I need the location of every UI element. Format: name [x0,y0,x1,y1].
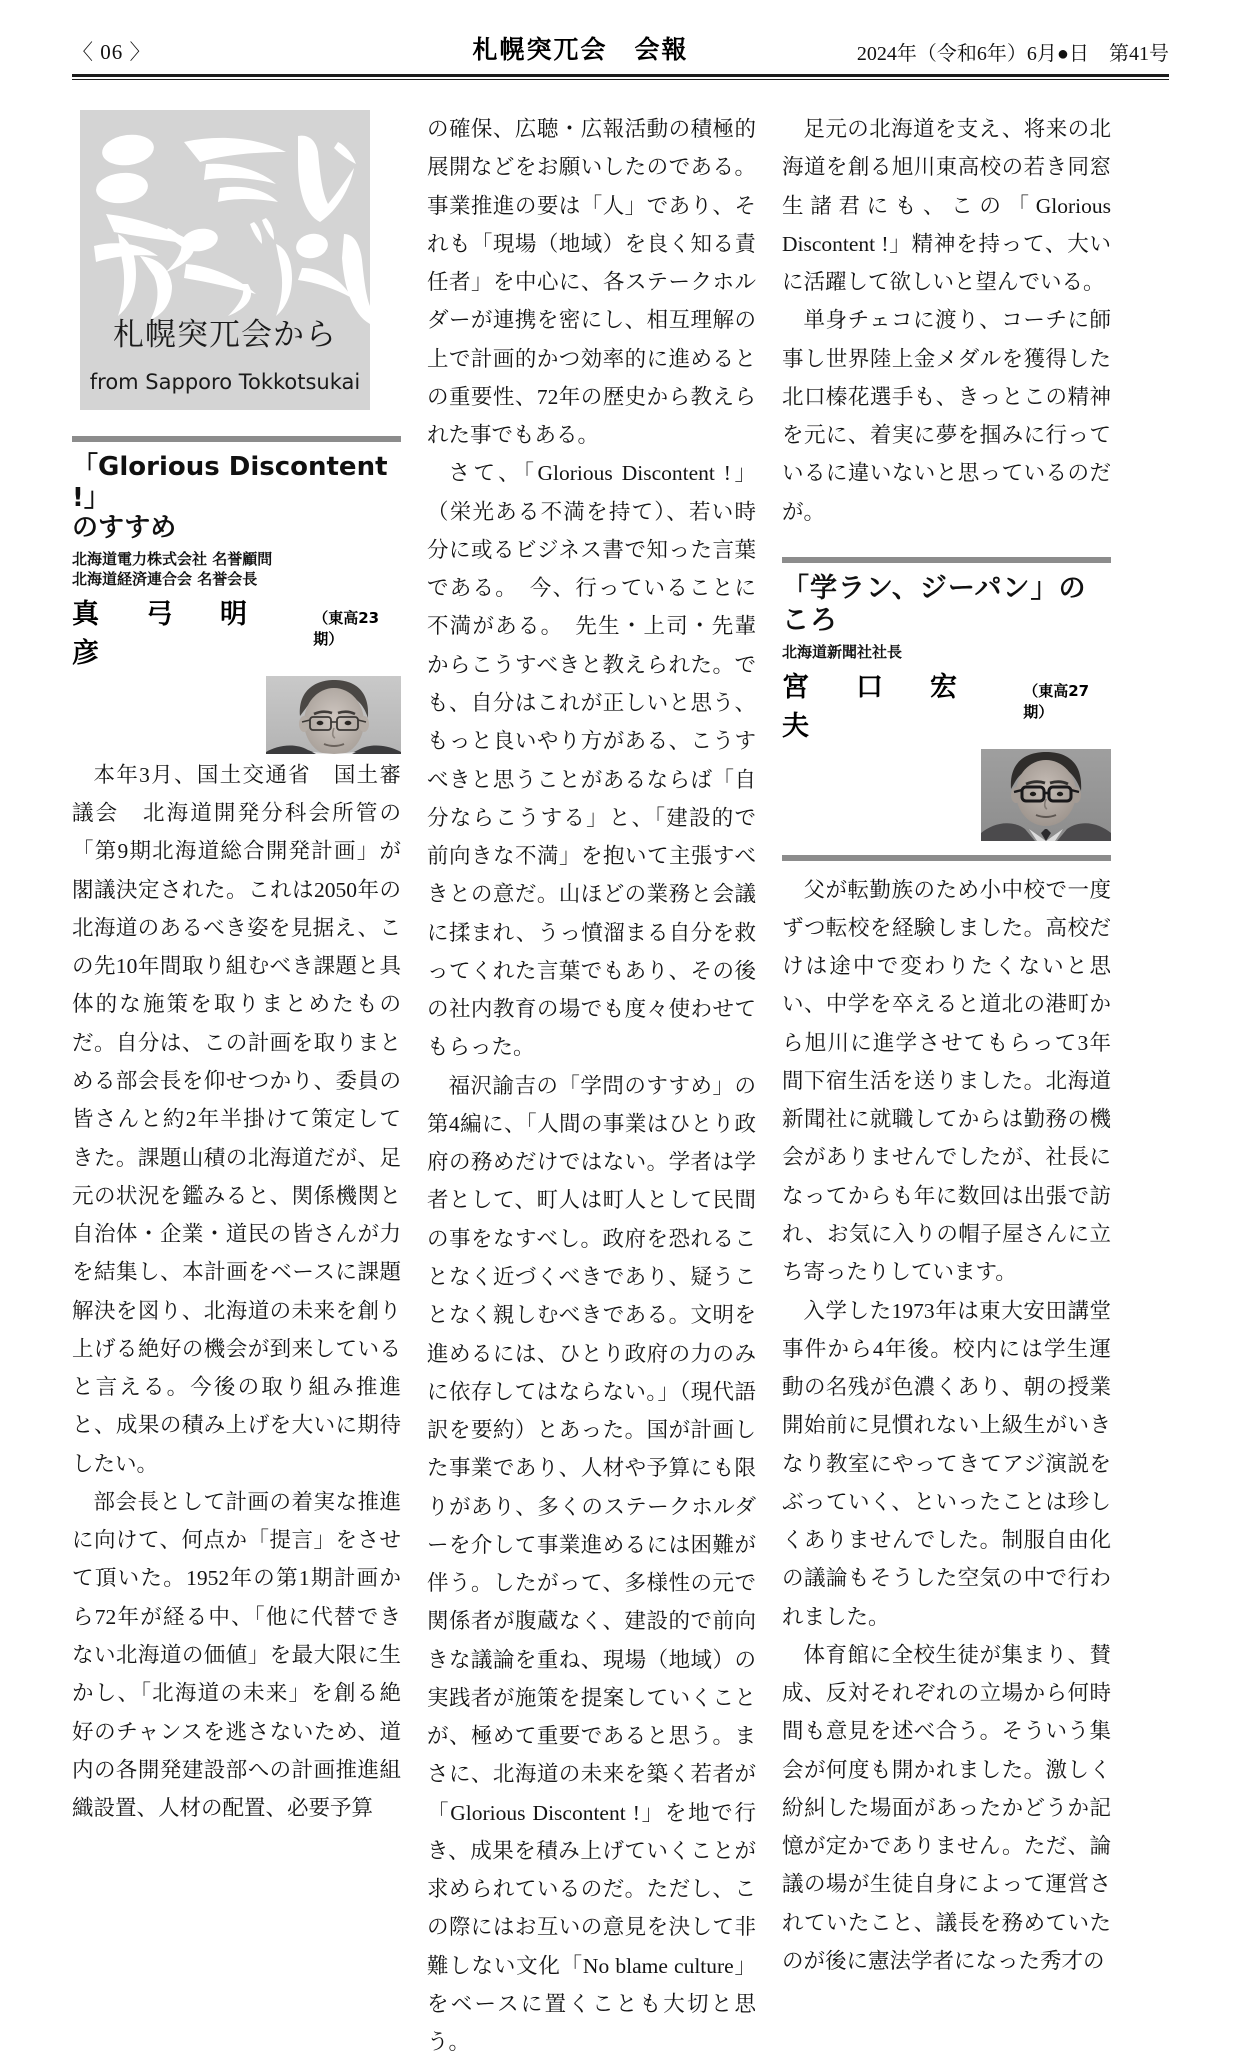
publication-title: 札幌突兀会 会報 [472,35,689,64]
portrait-photo-mayumi [266,676,401,754]
article1-affiliation-line1: 北海道電力株式会社 名誉顧問 [72,550,273,569]
column3-paragraph-2: 単身チェコに渡り、コーチに師事し世界陸上金メダルを獲得した北口榛花選手も、きっとこの精神を元に、着実に夢を掴みに行っているに違いないと思っているのだが。 [782,308,1111,524]
column2-paragraph-1: の確保、広聴・広報活動の積極的展開などをお願いしたのである。事業推進の要は「人」であり、それも「現場（地域）を良く知る責任者」を中心に、各ステークホルダーが連携を密にし、相互理解の上で計画的かつ効率的に進めるとの重要性、72年の歴史から教えられた事でもある。 [427,117,756,448]
header-divider-thick [72,74,1169,77]
column-left [72,110,401,1821]
column3-paragraph-3: 父が転勤族のため小中校で一度ずつ転校を経験しました。高校だけは途中で変わりたくないと思い、中学を卒えると道北の港町から旭川に進学させてもらって3年間下宿生活を送りました。北海道新聞社に就職してからは勤務の機会がありませんでしたが、社長になってからも年に数回は出張で訪れ、お気に入りの帽子屋さんに立ち寄ったりしています。 [782,877,1111,1285]
column2-paragraph-2: さて、「Glorious Discontent !」（栄光ある不満を持て）、若い時分に或るビジネス書で知った言葉である。 今、行っていることに不満がある。 先生・上司・先輩からこうすべきと教えられた。でも、自分はこれが正しいと思う、もっと良いやり方がある、こうすべきと思うことがあるならば「自分ならこうする」と、「建設的で前向きな不満」を抱いて主張すべきとの意だ。山ほどの業務と会議に揉まれ、うっ憤溜まる自分を救ってくれた言葉でもあり、その後の社内教育の場でも度々使わせてもらった。 [427,461,756,1060]
article1-headline [72,452,401,544]
column3-paragraph-5: 体育館に全校生徒が集まり、賛成、反対それぞれの立場から何時間も意見を述べ合う。そういう集会が何度も開かれました。激しく紛糾した場面があったかどうか記憶が定かでありません。ただ、論議の場が生徒自身によって運営されていたこと、議長を務めていたのが後に憲法学者になった秀才の [782,1642,1111,1974]
three-column-layout [72,110,1169,2055]
column3-paragraph-1: 足元の北海道を支え、将来の北海道を創る旭川東高校の若き同窓生諸君にも、この「Glorious Discontent !」精神を持って、大いに活躍して欲しいと望んでいる。 [782,117,1111,295]
column-middle [427,110,756,2055]
article2-headline-line1: 「学ラン、ジーパン」のころ [782,572,1087,636]
article2-author [782,665,1111,743]
article1-headline-line1: 「Glorious Discontent !」 [72,452,388,513]
issue-date-number: 2024年（令和6年）6月●日 第41号 [856,43,1169,65]
portrait-photo-miyaguchi [981,749,1111,841]
article1-affiliation [72,550,401,590]
section-rule-article1 [72,436,401,442]
article1-portrait-wrap [72,676,401,754]
page-folio: 〈 06 〉 [72,40,152,64]
section-rule-article2-body [782,855,1111,861]
article2-author-class: （東高27期） [1023,681,1090,721]
column3-body-bottom [782,871,1111,1981]
header-divider-thin [72,79,1169,80]
article1-headline-line2: のすすめ [72,513,177,544]
column2-body [427,110,756,2062]
page-header [72,0,1169,72]
article2-portrait-wrap [782,749,1111,841]
logo-japanese-title: 札幌突兀会から [113,317,337,353]
article2-affiliation-line1: 北海道新聞社社長 [782,642,903,661]
article2-headline [782,573,1111,637]
logo-english-title: from Sapporo Tokkotsukai [89,370,361,394]
column3-body-top [782,110,1111,531]
article1-author [72,592,401,670]
column1-paragraph-1: 本年3月、国土交通省 国土審議会 北海道開発分科会所管の「第9期北海道総合開発計画」が閣議決定された。これは2050年の北海道のあるべき姿を見据え、この先10年間取り組むべき課題と具体的な施策を取りまとめたものだ。自分は、この計画を取りまとめる部会長を仰せつかり、委員の皆さんと約2年半掛けて策定してきた。課題山積の北海道だが、足元の状況を鑑みると、関係機関と自治体・企業・道民の皆さんが力を結集し、本計画をベースに課題解決を図り、北海道の未来を創り上げる絶好の機会が到来していると言える。今後の取り組み推進と、成果の積み上げを大いに期待したい。 [72,762,401,1476]
column3-paragraph-4: 入学した1973年は東大安田講堂事件から4年後。校内には学生運動の名残が色濃くあり、朝の授業開始前に見慣れない上級生がいきなり教室にやってきてアジ演説をぶっていく、といったことは珍しくありませんでした。制服自由化の議論もそうした空気の中で行われました。 [782,1298,1111,1629]
article1-affiliation-line2: 北海道経済連合会 名誉会長 [72,569,258,588]
masthead-logo-box [80,110,370,410]
article1-author-name: 真 弓 明 彦 [72,598,294,669]
column1-paragraph-2: 部会長として計画の着実な推進に向けて、何点か「提言」をさせて頂いた。1952年の第1期計画から72年が経る中、「他に代替できない北海道の価値」を最大限に生かし、「北海道の未来」を創る絶好のチャンスを逃さないため、道内の各開発建設部への計画推進組織設置、人材の配置、必要予算 [72,1489,401,1821]
column-right [782,110,1111,1974]
article2-author-name: 宮 口 宏 夫 [782,671,1004,742]
article1-author-class: （東高23期） [313,608,380,648]
column1-body [72,756,401,1827]
column2-paragraph-3: 福沢諭吉の「学問のすすめ」の第4編に、「人間の事業はひとり政府の務めだけではない。学者は学者として、町人は町人として民間の事をなすべし。政府を恐れることなく近づくべきであり、疑うことなく親しむべきである。文明を進めるには、ひとり政府の力のみに依存してはならない。」（現代語訳を要約）とあった。国が計画した事業であり、人材や予算にも限りがあり、多くのステークホルダーを介して事業進めるには困難が伴う。したがって、多様性の元で関係者が腹蔵なく、建設的で前向きな議論を重ね、現場（地域）の実践者が施策を提案していくことが、極めて重要であると思う。まさに、北海道の未来を築く若者が「Glorious Discontent !」を地で行き、成果を積み上げていくことが求められているのだ。ただし、この際にはお互いの意見を決して非難しない文化「No blame culture」をベースに置くことも大切と思う。 [427,1073,756,2055]
section-rule-article2 [782,557,1111,563]
calligraphy-brush-art [80,118,370,328]
article2-affiliation [782,643,1111,663]
